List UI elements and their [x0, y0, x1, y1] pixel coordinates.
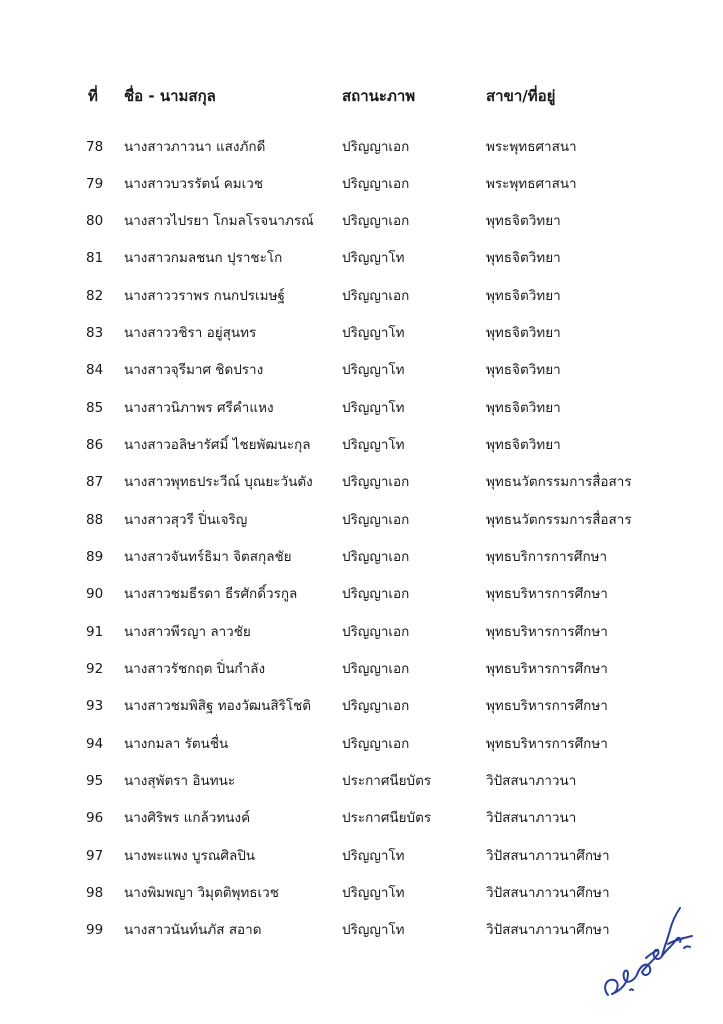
row-branch: พุทธจิตวิทยา — [486, 400, 561, 416]
row-branch: พุทธจิตวิทยา — [486, 362, 561, 378]
table-row — [0, 137, 723, 167]
row-number: 89 — [86, 549, 104, 565]
row-name: นางสาวนิภาพร ศรีคำแหง — [124, 400, 274, 416]
table-row — [0, 808, 723, 838]
row-status: ปริญญาเอก — [342, 624, 410, 640]
signature-strokes — [605, 908, 692, 995]
table-row — [0, 659, 723, 689]
table-row — [0, 435, 723, 465]
row-status: ปริญญาเอก — [342, 512, 410, 528]
row-status: ปริญญาเอก — [342, 661, 410, 677]
row-status: ปริญญาเอก — [342, 736, 410, 752]
row-number: 82 — [86, 288, 104, 304]
row-number: 85 — [86, 400, 104, 416]
row-status: ประกาศนียบัตร — [342, 810, 432, 826]
row-status: ปริญญาเอก — [342, 698, 410, 714]
row-branch: พุทธจิตวิทยา — [486, 213, 561, 229]
row-number: 78 — [86, 139, 104, 155]
row-branch: วิปัสสนาภาวนาศึกษา — [486, 885, 610, 901]
header-no: ที่ — [88, 87, 98, 105]
row-branch: วิปัสสนาภาวนาศึกษา — [486, 922, 610, 938]
row-name: นางสาวชมธีรดา ธีรศักดิ์วรกูล — [124, 586, 298, 602]
row-name: นางสาวภาวนา แสงภักดี — [124, 139, 266, 155]
row-branch: พุทธบริหารการศึกษา — [486, 661, 608, 677]
row-name: นางสาวรัชกฤต ปิ่นกำลัง — [124, 661, 266, 677]
row-number: 94 — [86, 736, 104, 752]
row-number: 91 — [86, 624, 104, 640]
row-name: นางศิริพร แกล้วทนงค์ — [124, 810, 251, 826]
table-row — [0, 696, 723, 726]
row-name: นางสาวนันท์นภัส สอาด — [124, 922, 262, 938]
row-number: 88 — [86, 512, 104, 528]
table-row — [0, 211, 723, 241]
row-name: นางสาวพุทธประวีณ์ บุณยะวันตัง — [124, 474, 313, 490]
row-name: นางสาวบวรรัตน์ คมเวช — [124, 176, 264, 192]
table-row — [0, 174, 723, 204]
row-number: 86 — [86, 437, 104, 453]
row-status: ปริญญาโท — [342, 325, 405, 341]
row-status: ปริญญาเอก — [342, 139, 410, 155]
table-row — [0, 846, 723, 876]
header-name: ชื่อ - นามสกุล — [124, 87, 216, 105]
row-number: 93 — [86, 698, 104, 714]
row-status: ปริญญาเอก — [342, 288, 410, 304]
table-row — [0, 510, 723, 540]
handwritten-signature — [598, 900, 698, 1005]
row-number: 90 — [86, 586, 104, 602]
row-status: ปริญญาเอก — [342, 549, 410, 565]
row-number: 95 — [86, 773, 104, 789]
row-number: 84 — [86, 362, 104, 378]
row-branch: พุทธนวัตกรรมการสื่อสาร — [486, 512, 632, 528]
row-name: นางพิมพญา วิมุตติพุทธเวช — [124, 885, 279, 901]
row-name: นางสาวจันทร์ธิมา จิตสกุลชัย — [124, 549, 292, 565]
row-status: ปริญญาโท — [342, 362, 405, 378]
row-branch: พุทธบริหารการศึกษา — [486, 698, 608, 714]
row-number: 96 — [86, 810, 104, 826]
row-number: 97 — [86, 848, 104, 864]
row-status: ปริญญาโท — [342, 437, 405, 453]
row-name: นางสุพัตรา อินทนะ — [124, 773, 236, 789]
row-branch: พุทธจิตวิทยา — [486, 250, 561, 266]
row-name: นางสาววราพร กนกปรเมษฐ์ — [124, 288, 285, 304]
table-row — [0, 472, 723, 502]
row-status: ปริญญาโท — [342, 885, 405, 901]
row-branch: พุทธนวัตกรรมการสื่อสาร — [486, 474, 632, 490]
row-number: 99 — [86, 922, 104, 938]
table-row — [0, 398, 723, 428]
row-branch: พระพุทธศาสนา — [486, 139, 577, 155]
row-number: 80 — [86, 213, 104, 229]
row-number: 87 — [86, 474, 104, 490]
row-status: ปริญญาโท — [342, 922, 405, 938]
row-status: ปริญญาเอก — [342, 213, 410, 229]
row-branch: พระพุทธศาสนา — [486, 176, 577, 192]
header-status: สถานะภาพ — [342, 87, 416, 105]
row-name: นางสาวชมพิสิฐ ทองวัฒนสิริโชติ — [124, 698, 312, 714]
table-row — [0, 547, 723, 577]
row-branch: พุทธบริหารการศึกษา — [486, 736, 608, 752]
row-status: ประกาศนียบัตร — [342, 773, 432, 789]
row-status: ปริญญาเอก — [342, 586, 410, 602]
row-name: นางสาววชิรา อยู่สุนทร — [124, 325, 257, 341]
row-branch: พุทธจิตวิทยา — [486, 437, 561, 453]
row-number: 98 — [86, 885, 104, 901]
row-status: ปริญญาโท — [342, 400, 405, 416]
row-name: นางสาวสุวรี ปิ่นเจริญ — [124, 512, 248, 528]
row-branch: พุทธจิตวิทยา — [486, 325, 561, 341]
row-name: นางสาวไปรยา โกมลโรจนาภรณ์ — [124, 213, 314, 229]
row-name: นางสาวอลิษารัศมิ์ ไชยพัฒนะกุล — [124, 437, 311, 453]
table-row — [0, 248, 723, 278]
row-branch: พุทธบริการการศึกษา — [486, 549, 608, 565]
row-number: 92 — [86, 661, 104, 677]
row-status: ปริญญาโท — [342, 250, 405, 266]
table-row — [0, 584, 723, 614]
row-name: นางสาวกมลชนก ปุราชะโก — [124, 250, 283, 266]
row-number: 83 — [86, 325, 104, 341]
row-branch: วิปัสสนาภาวนาศึกษา — [486, 848, 610, 864]
row-status: ปริญญาเอก — [342, 176, 410, 192]
table-row — [0, 771, 723, 801]
row-name: นางสาวพีรญา ลาวชัย — [124, 624, 251, 640]
header-branch: สาขา/ที่อยู่ — [486, 87, 556, 105]
table-row — [0, 323, 723, 353]
row-name: นางสาวจุรีมาศ ชิดปราง — [124, 362, 264, 378]
row-branch: วิปัสสนาภาวนา — [486, 773, 577, 789]
row-name: นางกมลา รัตนชื่น — [124, 736, 229, 752]
table-row — [0, 360, 723, 390]
table-row — [0, 622, 723, 652]
row-status: ปริญญาโท — [342, 848, 405, 864]
row-number: 81 — [86, 250, 104, 266]
row-branch: วิปัสสนาภาวนา — [486, 810, 577, 826]
row-branch: พุทธบริหารการศึกษา — [486, 624, 608, 640]
row-branch: พุทธจิตวิทยา — [486, 288, 561, 304]
row-name: นางพะแพง บูรณศิลปิน — [124, 848, 256, 864]
row-status: ปริญญาเอก — [342, 474, 410, 490]
table-row — [0, 286, 723, 316]
table-row — [0, 734, 723, 764]
row-number: 79 — [86, 176, 104, 192]
row-branch: พุทธบริหารการศึกษา — [486, 586, 608, 602]
